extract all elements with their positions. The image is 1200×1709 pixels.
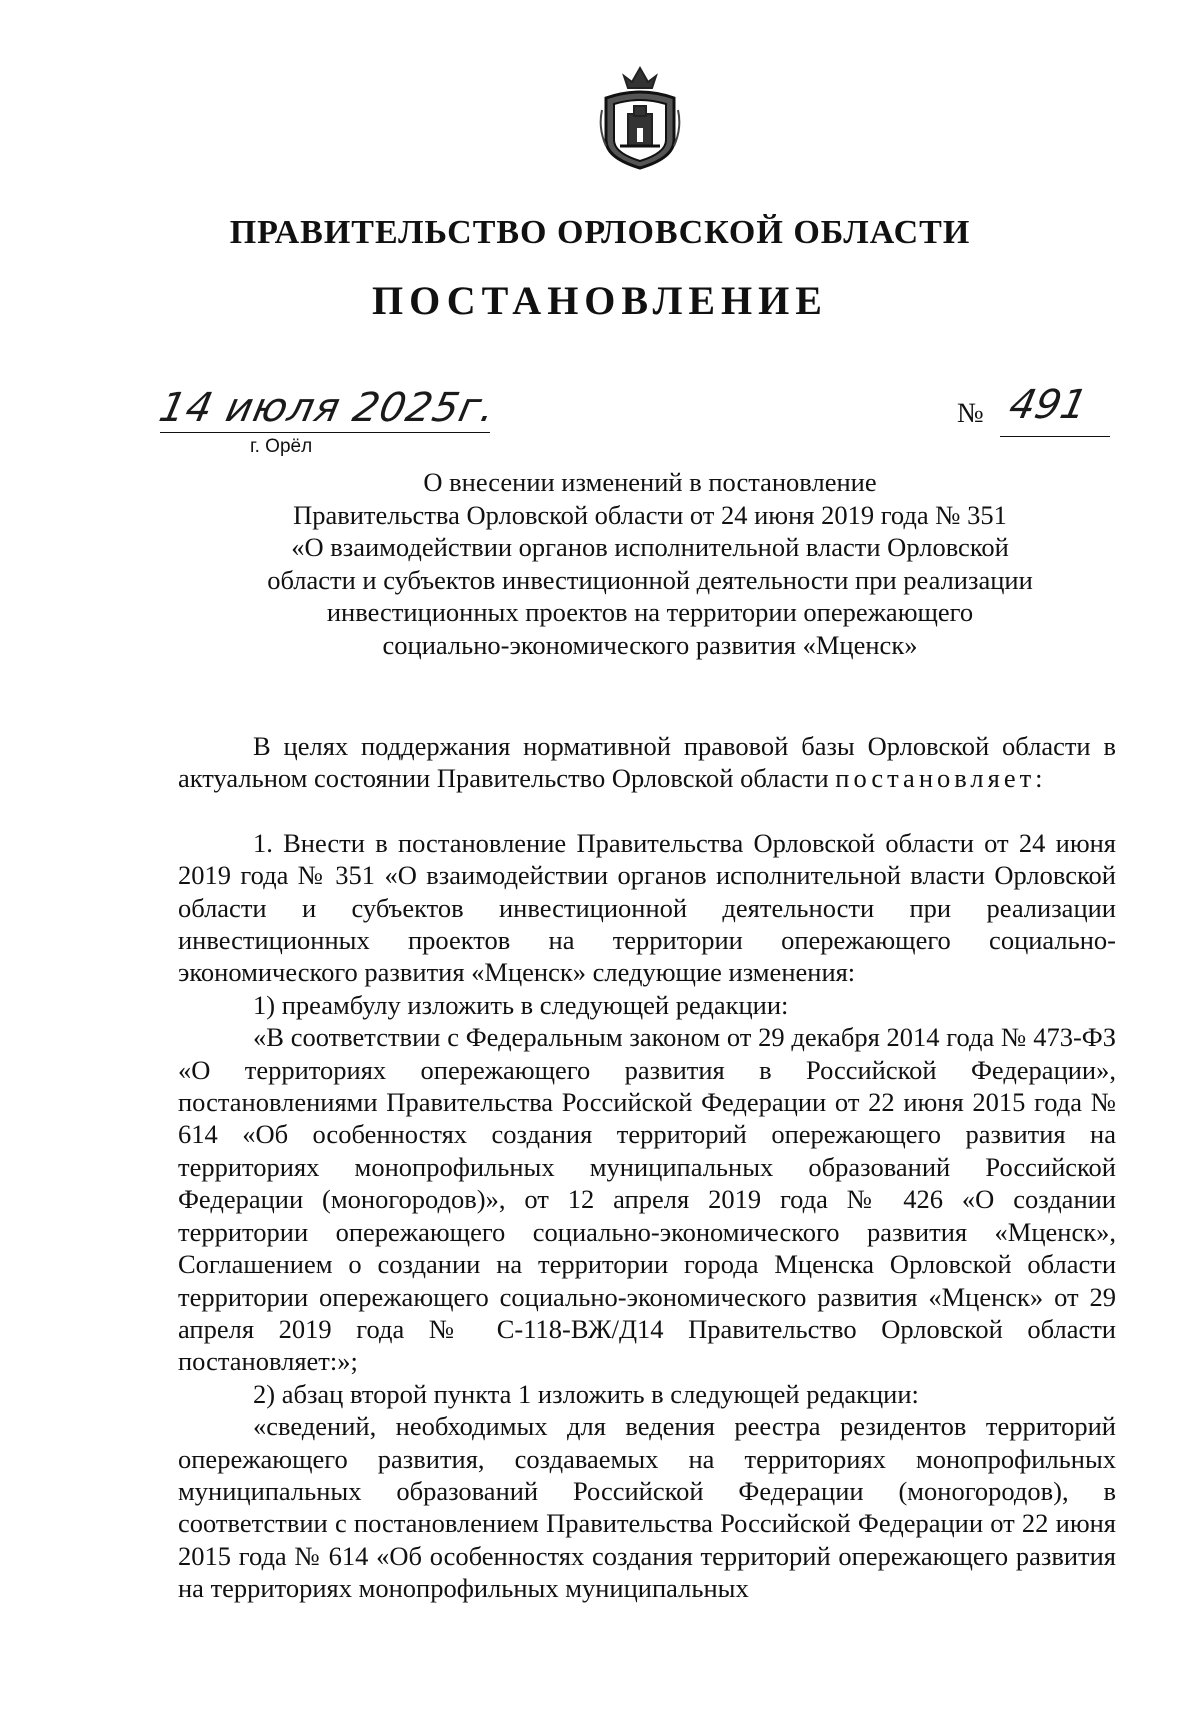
subject-line: Правительства Орловской области от 24 июня 2019 года № 351 [293, 499, 1007, 530]
handwritten-number: 491 [1005, 382, 1092, 428]
document-subject [190, 466, 1110, 662]
intro-text: В целях поддержания нормативной правовой базы Орловской области в актуальном состоянии Правительство Орловской области [178, 731, 1116, 794]
paragraph-2: 1) преамбулу изложить в следующей редакции: [253, 989, 789, 1020]
paragraph-3: «В соответствии с Федеральным законом от 29 декабря 2014 года № 473-ФЗ «О территориях опережающего развития в Российской Федерации», постановлениями Правительства Российской Федерации от 22 июня 2015 года № 614 «Об особенностях создания территорий опережающего развития на территориях монопрофильных муниципальных образований Российской Федерации (моногородов)», от 12 апреля 2019 года № 426 «О создании территории опережающего социально-экономического развития «Мценск», Соглашением о создании на территории города Мценска Орловской области территории опережающего социально-экономического развития «Мценск» от 29 апреля 2019 года № С-118-ВЖ/Д14 Правительство Орловской области постановляет:»; [178, 1022, 1116, 1377]
intro-paragraph [178, 730, 1116, 795]
paragraph-5: «сведений, необходимых для ведения реестра резидентов территорий опережающего развития, создаваемых на территориях монопрофильных муниципальных образований Российской Федерации (моногородов), в соответствии с постановлением Правительства Российской Федерации от 22 июня 2015 года № 614 «Об особенностях создания территорий опережающего развития на территориях монопрофильных муниципальных [178, 1411, 1116, 1604]
subject-line: «О взаимодействии органов исполнительной власти Орловской [291, 532, 1009, 563]
date-underline [160, 432, 490, 433]
subject-line: социально-экономического развития «Мценск» [382, 629, 918, 660]
number-sign: № [957, 398, 984, 429]
subject-line: инвестиционных проектов на территории опережающего [326, 597, 974, 628]
organization-name: ПРАВИТЕЛЬСТВО ОРЛОВСКОЙ ОБЛАСТИ [229, 214, 971, 251]
subject-line: О внесении изменений в постановление [423, 467, 877, 497]
subject-line: области и субъектов инвестиционной деятельности при реализации [267, 564, 1033, 595]
coat-of-arms-icon [598, 58, 682, 170]
decree-word: постановляет: [835, 763, 1047, 794]
city-label: г. Орёл [250, 436, 313, 457]
number-underline [1000, 436, 1110, 437]
document-type: ПОСТАНОВЛЕНИЕ [372, 278, 828, 323]
handwritten-date: 14 июля 2025г. [155, 385, 501, 431]
document-body [178, 730, 1116, 1605]
paragraph-1: 1. Внести в постановление Правительства Орловской области от 24 июня 2019 года № 351 «О взаимодействии органов исполнительной власти Орловской области и субъектов инвестиционной деятельности при реализации инвестиционных проектов на территории опережающего социально-экономического развития «Мценск» следующие изменения: [178, 827, 1116, 988]
paragraph-4: 2) абзац второй пункта 1 изложить в следующей редакции: [253, 1378, 919, 1409]
